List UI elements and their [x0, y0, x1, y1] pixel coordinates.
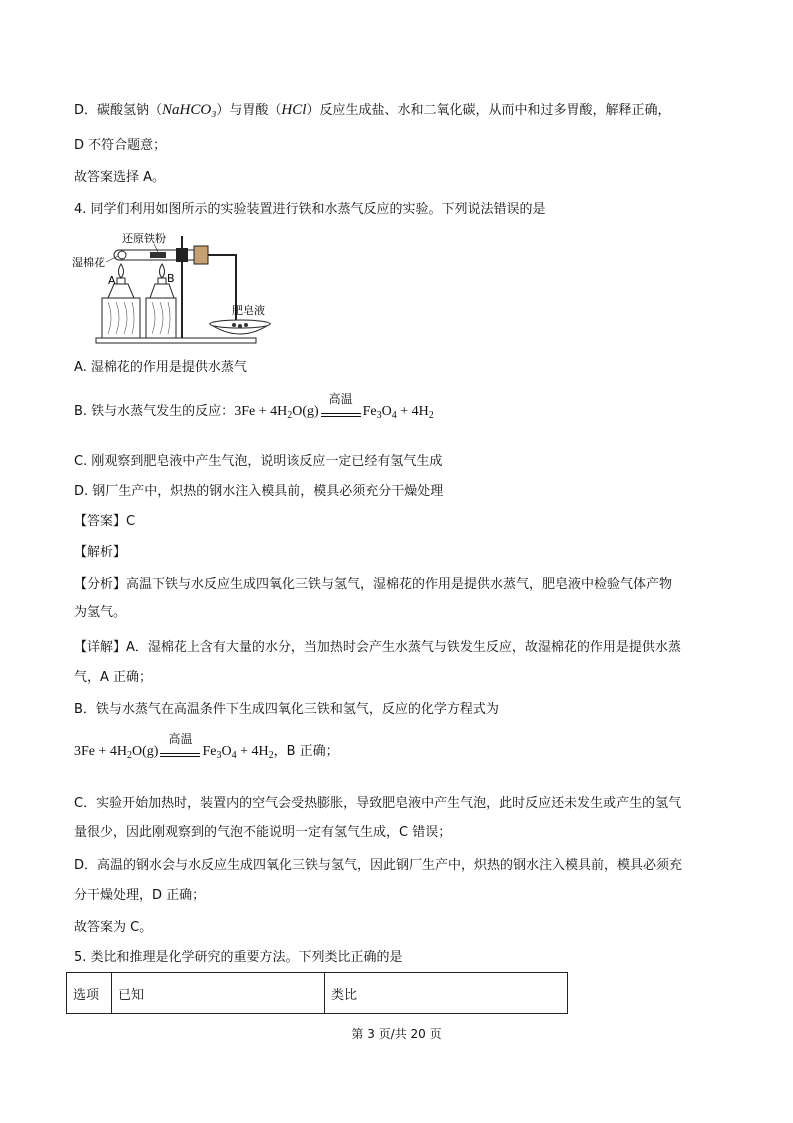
label-iron: 还原铁粉	[122, 232, 166, 245]
formula-hcl: HCl	[281, 102, 307, 118]
equation-explain: $3Fe + 4H_2O(g)$ 高温 $Fe_3O_4 + 4H_2$	[74, 744, 274, 759]
label-b: B	[167, 272, 175, 285]
table-header-analogy: 类比	[325, 973, 568, 1014]
stand-base	[96, 338, 256, 343]
q4-stem: 4. 同学们利用如图所示的实验装置进行铁和水蒸气反应的实验。下列说法错误的是	[74, 202, 546, 217]
label-a: A	[108, 274, 116, 287]
page-footer: 第 3 页/共 20 页	[351, 1027, 442, 1041]
q4-option-b	[74, 391, 434, 426]
prev-d-text-3: ）反应生成盐、水和二氧化碳，从而中和过多胃酸，解释正确，	[306, 103, 671, 118]
prev-d-conclusion: D 不符合题意；	[74, 138, 167, 153]
xiangjie-line-1: 【详解】A．湿棉花上含有大量的水分，当加热时会产生水蒸气与铁发生反应，故湿棉花的作用是提供水蒸	[74, 640, 681, 655]
q4-option-b-text: B. 铁与水蒸气发生的反应：	[74, 404, 235, 419]
d-explain-2: 分干燥处理，D 正确；	[74, 888, 206, 903]
equation-condition-2: 高温	[168, 731, 193, 746]
label-cotton: 湿棉花	[72, 256, 105, 269]
equation-condition: 高温	[328, 391, 353, 406]
fenxi-line-1: 【分析】高温下铁与水反应生成四氧化三铁与氢气，湿棉花的作用是提供水蒸气，肥皂液中检验气体产物	[74, 577, 673, 592]
xiangjie-line-2: 气，A 正确；	[74, 670, 153, 685]
analysis-label: 【解析】	[74, 545, 127, 560]
prev-d-text: D．碳酸氢钠（	[74, 103, 163, 118]
b-suffix: ，B 正确；	[273, 744, 339, 759]
prev-d-line	[74, 100, 670, 121]
q5-table	[66, 972, 568, 1014]
fenxi-line-2: 为氢气。	[74, 605, 127, 620]
b-explain: B．铁与水蒸气在高温条件下生成四氧化三铁和氢气，反应的化学方程式为	[74, 702, 499, 717]
c-explain-1: C．实验开始加热时，装置内的空气会受热膨胀，导致肥皂液中产生气泡，此时反应还未发生或产生的氢气	[74, 796, 682, 811]
answer-final: 故答案为 C。	[74, 920, 153, 935]
q4-option-a: A. 湿棉花的作用是提供水蒸气	[74, 360, 247, 375]
label-soap: 肥皂液	[232, 304, 265, 317]
answer-label: 【答案】C	[74, 514, 136, 529]
c-explain-2: 量很少，因此刚观察到的气泡不能说明一定有氢气生成，C 错误；	[74, 825, 452, 840]
prev-d-text-2: ）与胃酸（	[216, 103, 282, 118]
formula-nahco3: NaHCO₃	[162, 102, 217, 118]
q4-option-c: C. 刚观察到肥皂液中产生气泡，说明该反应一定已经有氢气生成	[74, 454, 443, 469]
prev-answer: 故答案选择 A。	[74, 170, 166, 185]
equation-option-b: $3Fe + 4H_2O(g)$ 高温 $Fe_3O_4 + 4H_2$	[234, 404, 434, 419]
lamp-b	[150, 284, 174, 298]
q5-stem: 5. 类比和推理是化学研究的重要方法。下列类比正确的是	[74, 950, 403, 965]
table-header-option: 选项	[67, 973, 112, 1014]
table-header-known: 已知	[112, 973, 325, 1014]
table-header-row	[67, 973, 568, 1014]
q4-option-d: D. 钢厂生产中，炽热的钢水注入模具前，模具必须充分干燥处理	[74, 484, 444, 499]
apparatus-diagram	[70, 228, 290, 348]
equation-line	[74, 731, 339, 766]
d-explain-1: D．高温的钢水会与水反应生成四氧化三铁与氢气，因此钢厂生产中，炽热的钢水注入模具前，模具必须充	[74, 858, 683, 873]
